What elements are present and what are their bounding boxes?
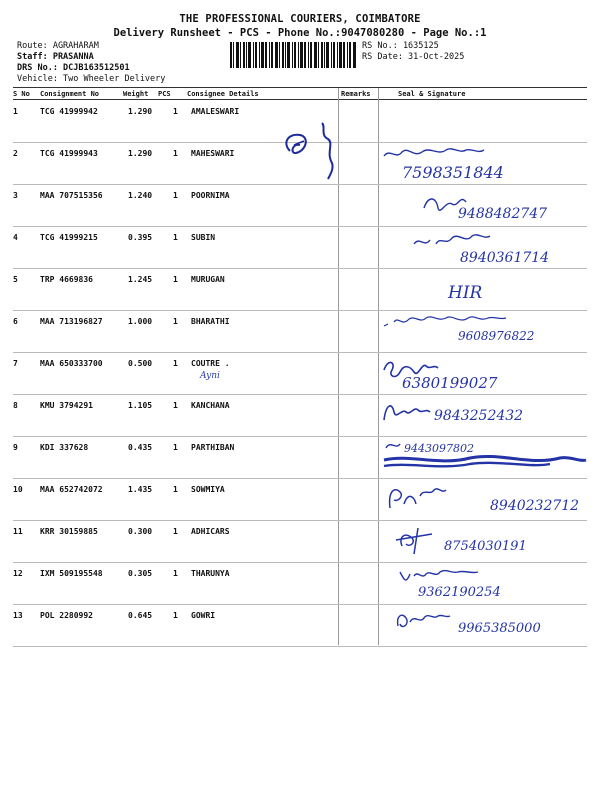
signature-phone-text: 9965385000 bbox=[458, 621, 541, 636]
row-sno: 11 bbox=[13, 527, 23, 536]
row-sno: 10 bbox=[13, 485, 23, 494]
row-weight: 0.500 bbox=[128, 359, 153, 368]
rs-date: RS Date: 31-Oct-2025 bbox=[362, 52, 465, 62]
col-header-weight: Weight bbox=[123, 90, 149, 98]
row-consignment-no: TCG 41999942 bbox=[40, 107, 98, 116]
signature-phone-text: 6380199027 bbox=[402, 374, 498, 392]
signature-row-7 bbox=[380, 352, 600, 394]
signature-row-8 bbox=[380, 394, 600, 436]
row-consignment-no: MAA 707515356 bbox=[40, 191, 103, 200]
row-weight: 0.645 bbox=[128, 611, 153, 620]
header-right-block bbox=[362, 41, 464, 63]
signature-phone-text: 7598351844 bbox=[402, 163, 504, 182]
signature-row-4 bbox=[410, 228, 600, 270]
row-pcs: 1 bbox=[173, 401, 178, 410]
row-weight: 1.240 bbox=[128, 191, 153, 200]
row-pcs: 1 bbox=[173, 233, 178, 242]
row-sno: 12 bbox=[13, 569, 23, 578]
row-consignment-no: TCG 41999215 bbox=[40, 233, 98, 242]
route-label: Route: AGRAHARAM bbox=[17, 41, 99, 51]
signature-phone-text: 9443097802 bbox=[404, 442, 474, 455]
row-consignment-no: MAA 713196827 bbox=[40, 317, 103, 326]
signature-row-10 bbox=[380, 478, 600, 520]
row-weight: 0.395 bbox=[128, 233, 153, 242]
row-sno: 1 bbox=[13, 107, 18, 116]
row-consignee-name: MAHESWARI bbox=[191, 149, 235, 158]
row-pcs: 1 bbox=[173, 527, 178, 536]
signature-row-3 bbox=[418, 186, 600, 228]
signature-phone-text: 8754030191 bbox=[444, 539, 527, 554]
row-consignment-no: KMU 3794291 bbox=[40, 401, 93, 410]
signature-phone-text: 8940232712 bbox=[490, 498, 580, 514]
row-pcs: 1 bbox=[173, 149, 178, 158]
row-weight: 0.300 bbox=[128, 527, 153, 536]
row-pcs: 1 bbox=[173, 569, 178, 578]
rs-number: RS No.: 1635125 bbox=[362, 41, 439, 51]
col-header-sno: S No bbox=[13, 90, 30, 98]
row-pcs: 1 bbox=[173, 359, 178, 368]
signature-row-2 bbox=[378, 144, 598, 186]
row-weight: 1.435 bbox=[128, 485, 153, 494]
row-sno: 3 bbox=[13, 191, 18, 200]
handwritten-note: Ayni bbox=[200, 371, 220, 381]
row-consignment-no: MAA 650333700 bbox=[40, 359, 103, 368]
signature-row-9 bbox=[380, 436, 600, 478]
signature-row-6 bbox=[380, 310, 600, 352]
row-consignee-name: ADHICARS bbox=[191, 527, 230, 536]
drs-label: DRS No.: DCJB163512501 bbox=[17, 63, 130, 73]
row-weight: 1.105 bbox=[128, 401, 153, 410]
row-sno: 7 bbox=[13, 359, 18, 368]
row-consignee-name: GOWRI bbox=[191, 611, 216, 620]
col-header-seal: Seal & Signature bbox=[398, 90, 466, 98]
company-title: THE PROFESSIONAL COURIERS, COIMBATORE bbox=[179, 13, 421, 25]
signature-row-13 bbox=[392, 604, 600, 646]
row-pcs: 1 bbox=[173, 485, 178, 494]
row-consignee-name: POORNIMA bbox=[191, 191, 230, 200]
staff-label: Staff: PRASANNA bbox=[17, 52, 94, 62]
signature-initials-text: HIR bbox=[448, 283, 483, 303]
header-left-block bbox=[17, 41, 165, 85]
row-consignment-no: POL 2280992 bbox=[40, 611, 93, 620]
row-weight: 1.000 bbox=[128, 317, 153, 326]
row-consignment-no: KDI 337628 bbox=[40, 443, 89, 452]
row-consignment-no: MAA 652742072 bbox=[40, 485, 103, 494]
col-header-pcs: PCS bbox=[158, 90, 171, 98]
row-consignee-name: PARTHIBAN bbox=[191, 443, 235, 452]
row-sno: 2 bbox=[13, 149, 18, 158]
row-sno: 4 bbox=[13, 233, 18, 242]
signature-phone-text: 9488482747 bbox=[458, 206, 548, 222]
row-consignment-no: IXM 509195548 bbox=[40, 569, 103, 578]
row-sno: 9 bbox=[13, 443, 18, 452]
row-weight: 0.305 bbox=[128, 569, 153, 578]
row-consignee-name: AMALESWARI bbox=[191, 107, 240, 116]
row-weight: 1.290 bbox=[128, 107, 153, 116]
row-weight: 1.245 bbox=[128, 275, 153, 284]
row-pcs: 1 bbox=[173, 275, 178, 284]
row-consignee-name: MURUGAN bbox=[191, 275, 225, 284]
col-header-consignee: Consignee Details bbox=[187, 90, 259, 98]
row-consignment-no: TRP 4669836 bbox=[40, 275, 93, 284]
runsheet-title: Delivery Runsheet - PCS - Phone No.:9047080280 - Page No.:1 bbox=[113, 27, 487, 39]
table-top-rule bbox=[13, 87, 587, 88]
signature-phone-text: 9608976822 bbox=[458, 329, 535, 343]
row-consignment-no: TCG 41999943 bbox=[40, 149, 98, 158]
row-sno: 13 bbox=[13, 611, 23, 620]
row-consignee-name: SOWMIYA bbox=[191, 485, 225, 494]
barcode-image bbox=[230, 42, 356, 68]
row-consignee-name: KANCHANA bbox=[191, 401, 230, 410]
row-consignment-no: KRR 30159885 bbox=[40, 527, 98, 536]
row-sno: 8 bbox=[13, 401, 18, 410]
row-consignee-name: THARUNYA bbox=[191, 569, 230, 578]
row-pcs: 1 bbox=[173, 191, 178, 200]
col-header-consignment: Consignment No bbox=[40, 90, 100, 98]
row-weight: 1.290 bbox=[128, 149, 153, 158]
row-pcs: 1 bbox=[173, 611, 178, 620]
signature-phone-text: 8940361714 bbox=[460, 250, 550, 266]
signature-phone-text: 9362190254 bbox=[418, 585, 501, 600]
row-pcs: 1 bbox=[173, 107, 178, 116]
row-consignee-name: BHARATHI bbox=[191, 317, 230, 326]
row-sno: 5 bbox=[13, 275, 18, 284]
row-weight: 0.435 bbox=[128, 443, 153, 452]
vehicle-label: Vehicle: Two Wheeler Delivery bbox=[17, 74, 166, 84]
row-consignee-name: SUBIN bbox=[191, 233, 216, 242]
row-pcs: 1 bbox=[173, 443, 178, 452]
signature-row-12 bbox=[392, 562, 600, 604]
col-header-remarks: Remarks bbox=[341, 90, 371, 98]
row-sno: 6 bbox=[13, 317, 18, 326]
row-consignee-name: COUTRE . bbox=[191, 359, 230, 368]
signature-row-11 bbox=[392, 520, 600, 562]
signature-phone-text: 9843252432 bbox=[434, 408, 524, 424]
row-pcs: 1 bbox=[173, 317, 178, 326]
signature-row-5 bbox=[446, 270, 600, 312]
signature-scribble-row-1 bbox=[270, 113, 360, 183]
